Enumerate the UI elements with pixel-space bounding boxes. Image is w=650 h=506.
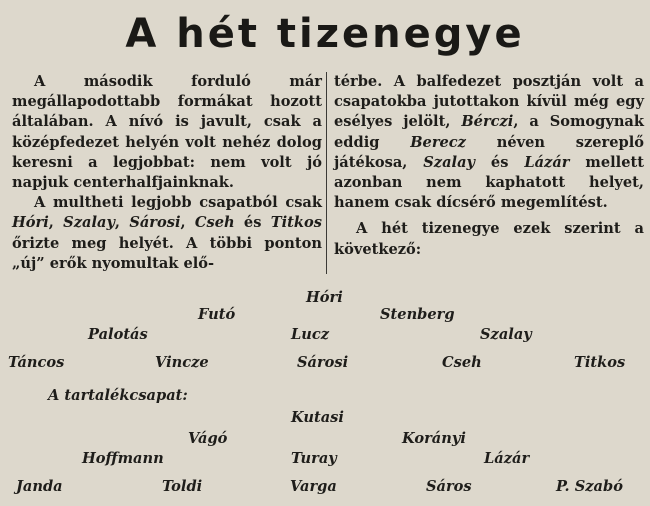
paragraph: A második forduló már megállapodottabb formákat hozott általában. A nívó is javult, csak a középfedezet helyén volt nehéz dolog keresni a legjobbat: nem volt jó napjuk centerhalfjainknak. (12, 73, 322, 192)
paragraph: térbe. A balfedezet posztján volt a csapatokba jutottakon kívül még egy esélyes jelölt, Bérczi, a Somogynak eddig Berecz néven szereplő játékosa, Szalay és Lázár mellett azonban nem kaphatott helyet, hanem csak dícsérő megemlítést. (334, 73, 645, 212)
reserve-heading: A tartalékcsapat: (48, 387, 188, 404)
paragraph: A multheti legjobb csapatból csak Hóri, Szalay, Sárosi, Cseh és Titkos őrizte meg helyét. A többi ponton „új” erők nyomultak elő- (12, 194, 322, 272)
forward-3: Sárosi (297, 354, 349, 371)
paragraph: A hét tizenegye ezek szerint a következő: (334, 220, 644, 258)
player-name: Szalay (423, 153, 476, 171)
reserve-forward-5: P. Szabó (556, 478, 623, 495)
reserve-forward-1: Janda (16, 478, 63, 495)
column-divider (326, 72, 327, 274)
player-name: Szalay (63, 214, 115, 232)
half-right: Szalay (480, 326, 532, 343)
reserve-forward-2: Toldi (162, 478, 203, 495)
player-name: Sárosi (129, 214, 181, 232)
reserve-half-left: Hoffmann (82, 450, 164, 467)
back-right: Stenberg (380, 306, 455, 323)
reserve-forward-4: Sáros (426, 478, 472, 495)
player-name: Hóri (12, 214, 49, 232)
player-name: Berecz (410, 133, 466, 151)
reserve-half-right: Lázár (484, 450, 530, 467)
goalkeeper: Hóri (306, 289, 343, 306)
article-left-column (12, 72, 322, 274)
article-right-column (334, 72, 644, 260)
player-name: Bérczi (461, 113, 514, 131)
reserve-half-center: Turay (291, 450, 337, 467)
half-left: Palotás (88, 326, 148, 343)
reserve-back-right: Korányi (402, 430, 466, 447)
reserve-back-left: Vágó (188, 430, 228, 447)
forward-5: Titkos (574, 354, 626, 371)
reserve-forward-3: Varga (290, 478, 337, 495)
player-name: Cseh (194, 214, 235, 232)
forward-4: Cseh (442, 354, 482, 371)
half-center: Lucz (291, 326, 330, 343)
forward-1: Táncos (8, 354, 65, 371)
player-name: Titkos (270, 214, 322, 232)
reserve-goalkeeper: Kutasi (291, 409, 344, 426)
forward-2: Vincze (155, 354, 209, 371)
player-name: Lázár (524, 153, 570, 171)
back-left: Futó (198, 306, 236, 323)
article-title: A hét tizenegye (125, 11, 525, 57)
